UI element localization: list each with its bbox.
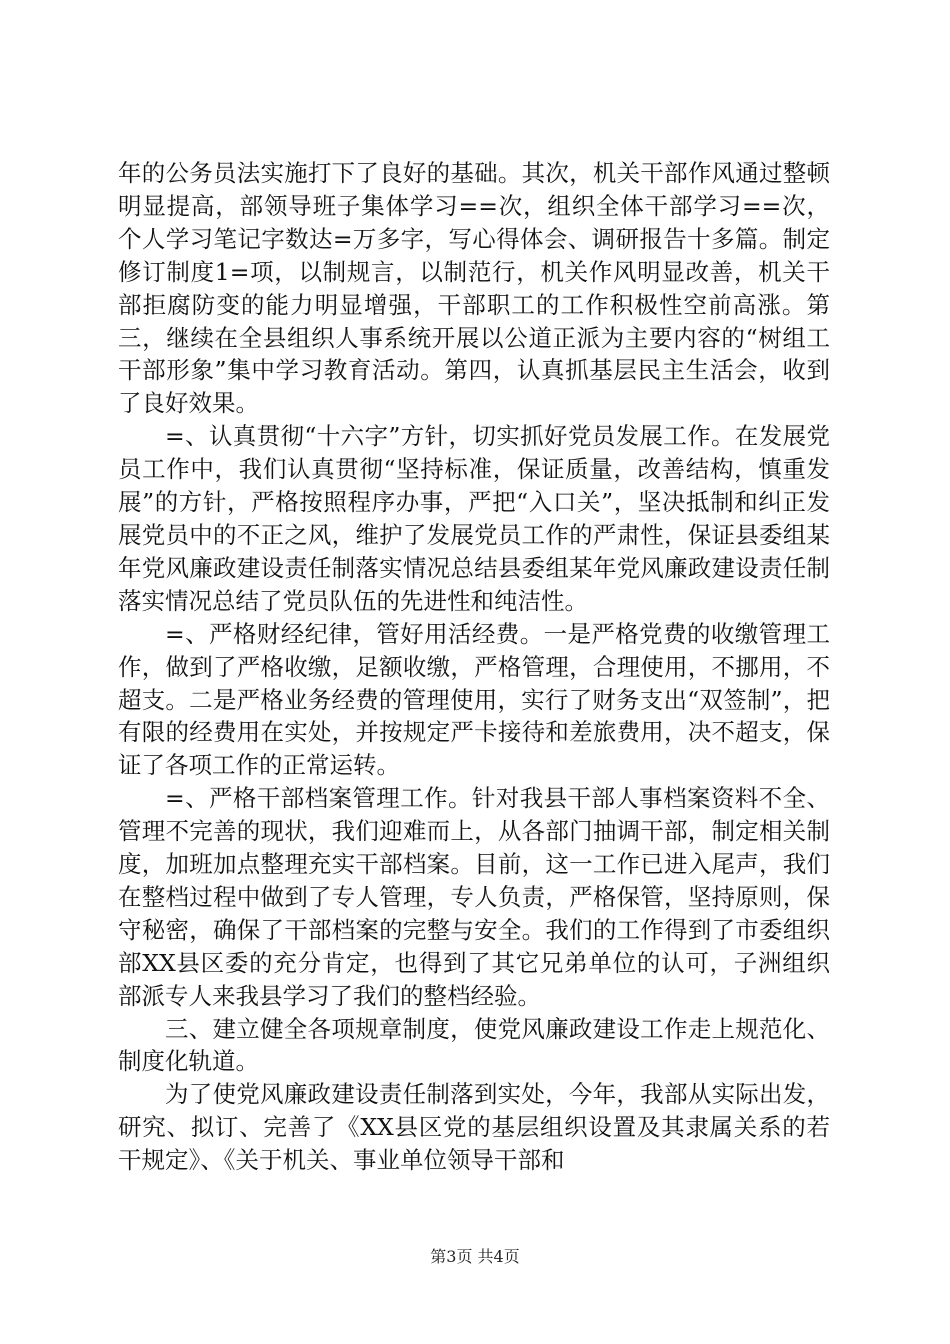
document-body <box>118 157 830 1177</box>
paragraph-3: =、严格财经纪律，管好用活经费。一是严格党费的收缴管理工作，做到了严格收缴，足额收缴，严格管理，合理使用，不挪用，不超支。二是严格业务经费的管理使用，实行了财务支出“双签制”，把有限的经费用在实处，并按规定严卡接待和差旅费用，决不超支，保证了各项工作的正常运转。 <box>118 619 830 780</box>
paragraph-1: 年的公务员法实施打下了良好的基础。其次，机关干部作风通过整顿明显提高，部领导班子集体学习==次，组织全体干部学习==次，个人学习笔记字数达=万多字，写心得体会、调研报告十多篇。制定修订制度1=项，以制规言，以制范行，机关作风明显改善，机关干部拒腐防变的能力明显增强，干部职工的工作积极性空前高涨。第三，继续在全县组织人事系统开展以公道正派为主要内容的“树组工干部形象”集中学习教育活动。第四，认真抓基层民主生活会，收到了良好效果。 <box>118 159 830 418</box>
paragraph-4: =、严格干部档案管理工作。针对我县干部人事档案资料不全、管理不完善的现状，我们迎难而上，从各部门抽调干部，制定相关制度，加班加点整理充实干部档案。目前，这一工作已进入尾声，我们在整档过程中做到了专人管理，专人负责，严格保管，坚持原则，保守秘密，确保了干部档案的完整与安全。我们的工作得到了市委组织部XX县区委的充分肯定，也得到了其它兄弟单位的认可，子洲组织部派专人来我县学习了我们的整档经验。 <box>118 784 830 1010</box>
page-footer: 第3页 共4页 <box>430 1247 520 1266</box>
paragraph-2: =、认真贯彻“十六字”方针，切实抓好党员发展工作。在发展党员工作中，我们认真贯彻“坚持标准，保证质量，改善结构，慎重发展”的方针，严格按照程序办事，严把“入口关”，坚决抵制和纠正发展党员中的不正之风，维护了发展党员工作的严肃性，保证县委组某年党风廉政建设责任制落实情况总结县委组某年党风廉政建设责任制落实情况总结了党员队伍的先进性和纯洁性。 <box>118 422 830 615</box>
paragraph-6: 为了使党风廉政建设责任制落到实处，今年，我部从实际出发，研究、拟订、完善了《XX县区党的基层组织设置及其隶属关系的若干规定》、《关于机关、事业单位领导干部和 <box>118 1080 830 1175</box>
paragraph-5: 三、建立健全各项规章制度，使党风廉政建设工作走上规范化、制度化轨道。 <box>118 1014 830 1076</box>
